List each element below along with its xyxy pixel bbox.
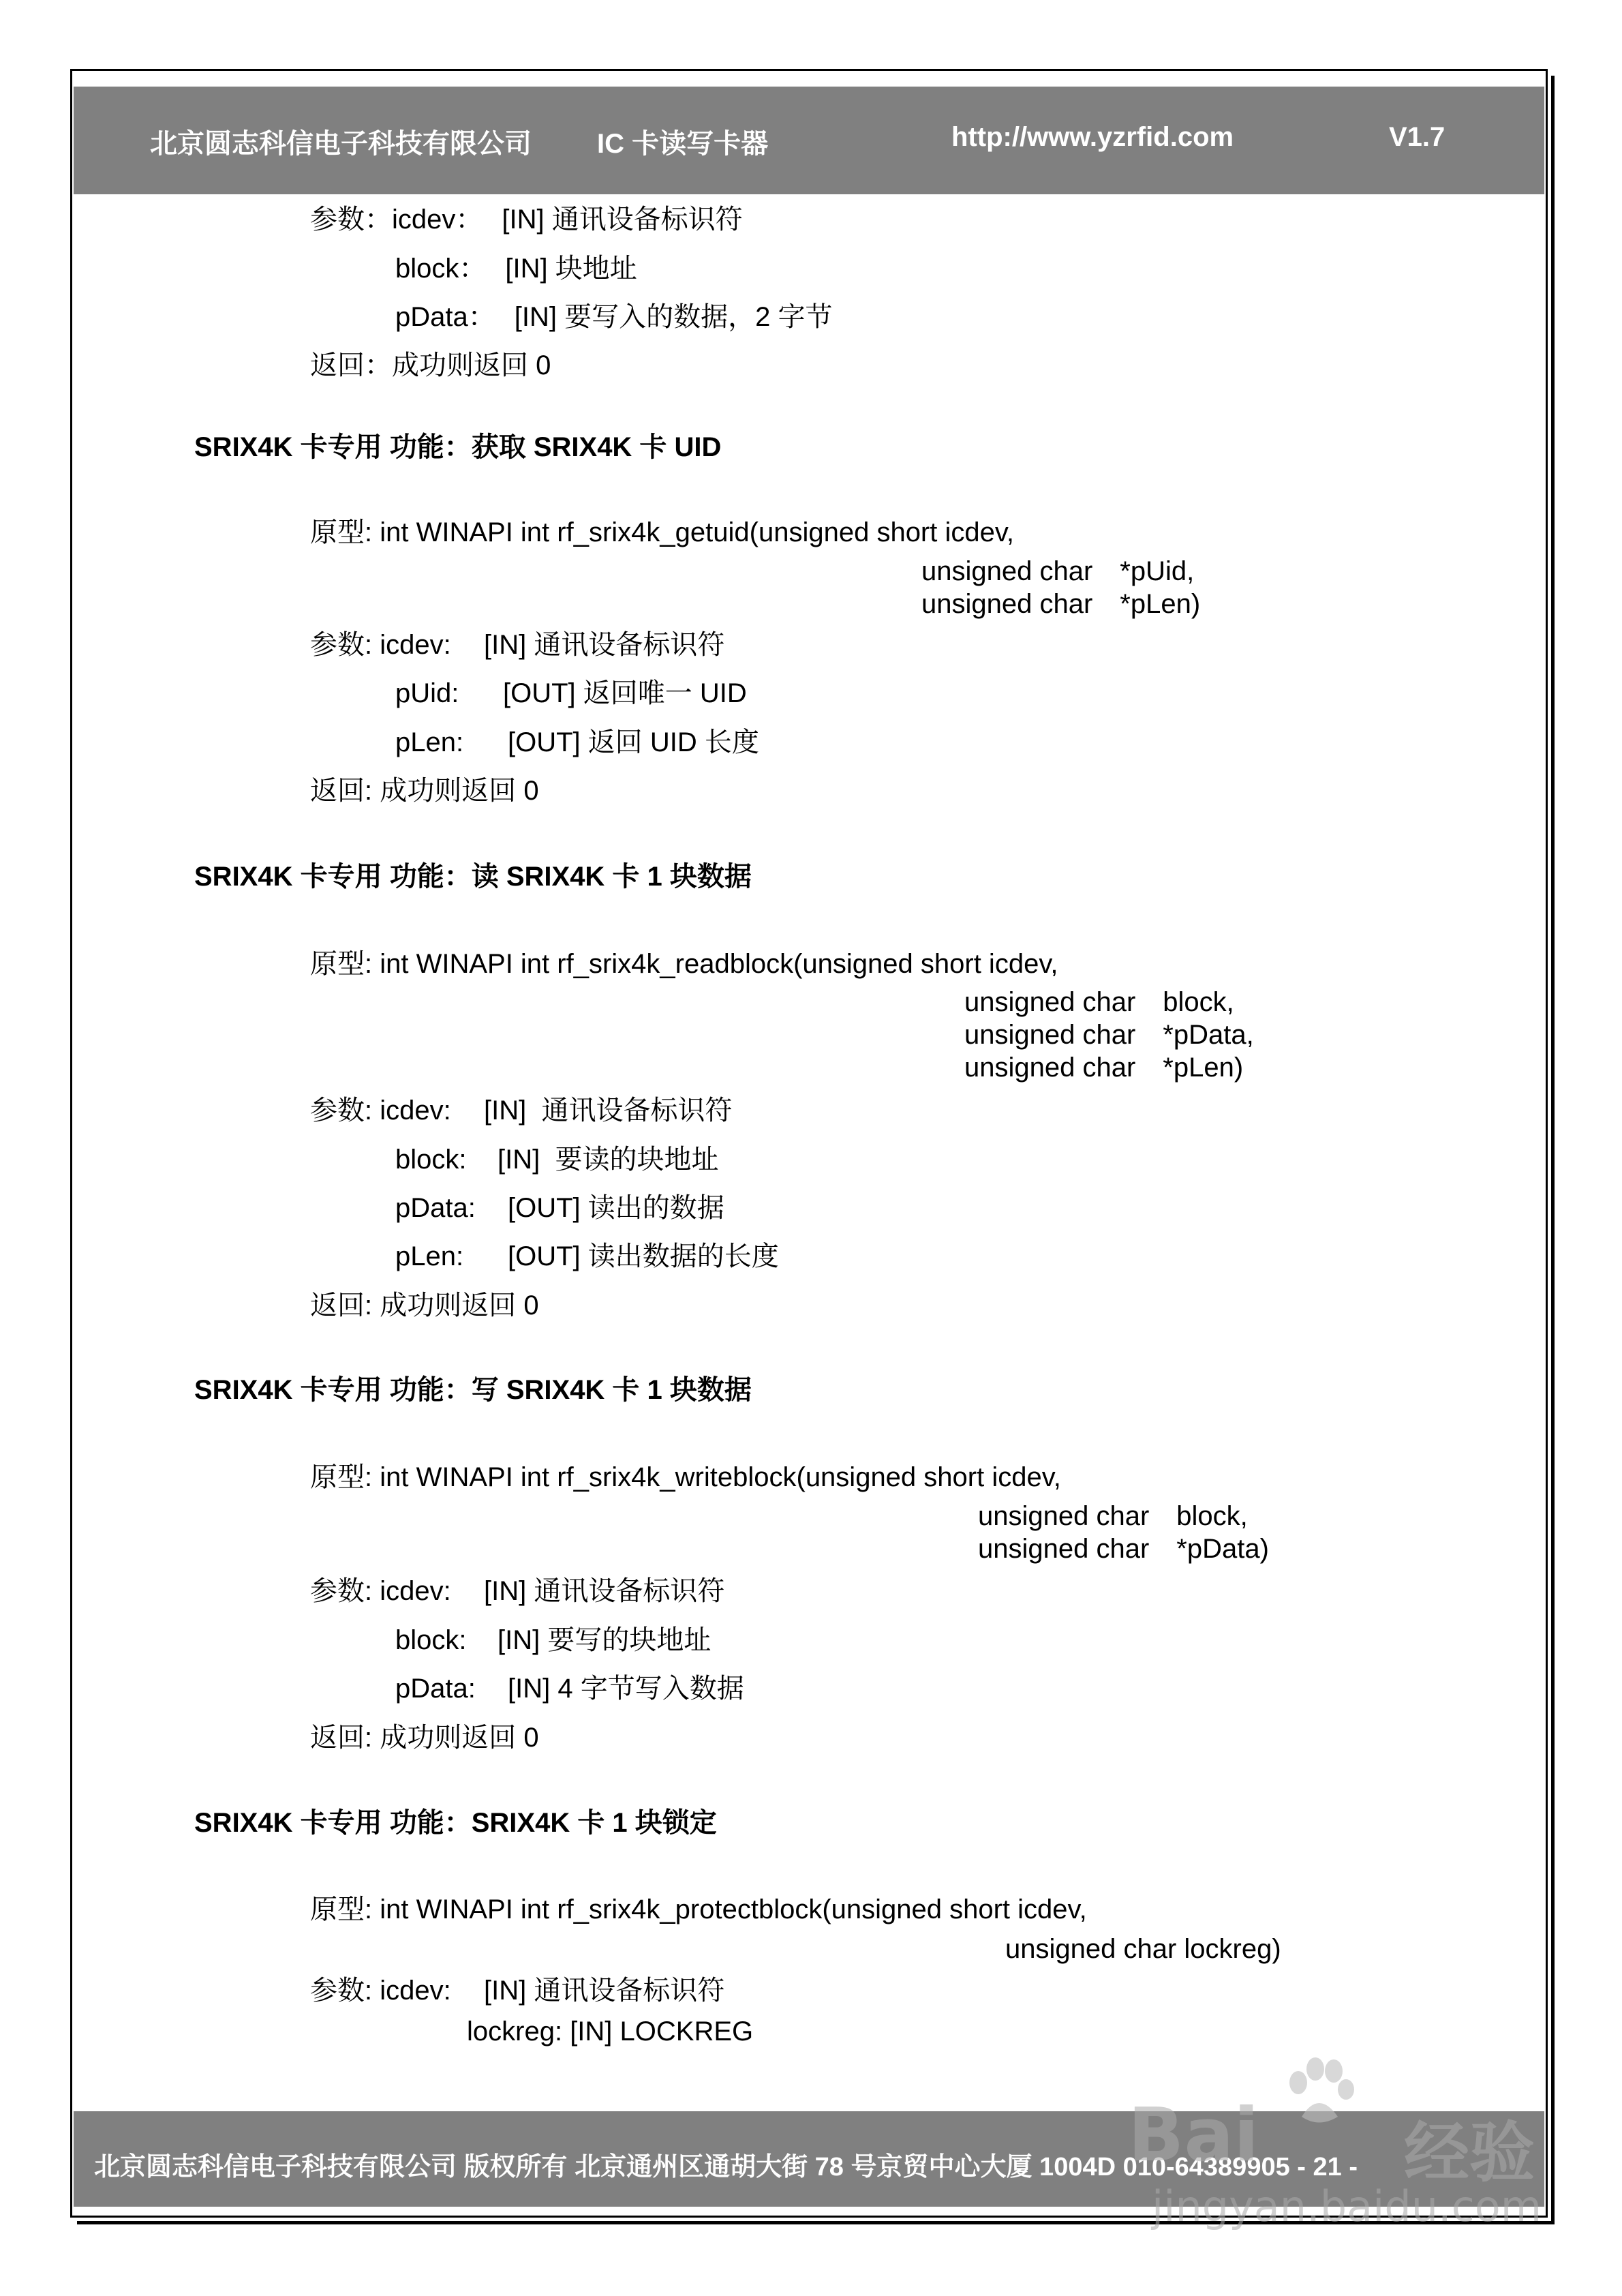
return-line: 返回: 成功则返回 0 [310, 1290, 539, 1320]
param-name: 参数: icdev: [310, 1576, 451, 1606]
param-desc: [IN] 通讯设备标识符 [484, 1576, 725, 1606]
section-heading: SRIX4K 卡专用 功能：SRIX4K 卡 1 块锁定 [194, 1808, 717, 1838]
prototype-line: 原型: int WINAPI int rf_srix4k_writeblock(unsigned short icdev, [310, 1462, 1061, 1492]
param-name: pData： [395, 302, 495, 332]
param-line [395, 1672, 744, 1705]
arg-type: unsigned char [978, 1501, 1150, 1531]
header-url: http://www.yzrfid.com [951, 122, 1234, 152]
param-line [395, 252, 637, 285]
return-line: 返回: 成功则返回 0 [310, 1723, 539, 1753]
param-desc: [OUT] 返回唯一 UID [503, 678, 747, 708]
return-line: 返回：成功则返回 0 [310, 350, 551, 380]
arg-name: *pLen) [1163, 1053, 1244, 1083]
params-label: 参数： [310, 205, 392, 235]
header-version: V1.7 [1389, 122, 1445, 152]
prototype-line: 原型: int WINAPI int rf_srix4k_protectblock(unsigned short icdev, [310, 1894, 1087, 1924]
footer-text: 北京圆志科信电子科技有限公司 版权所有 北京通州区通胡大街 78 号京贸中心大厦 1004D 010-64389905 - 21 - [94, 2153, 1358, 2181]
prototype-continuation [921, 555, 1194, 588]
param-desc: [IN] 通讯设备标识符 [484, 1096, 733, 1126]
param-name: 参数: icdev: [310, 630, 451, 660]
param-desc: [IN] 通讯设备标识符 [502, 205, 743, 235]
page-header [74, 87, 1544, 194]
arg-type: unsigned char [964, 1053, 1136, 1083]
param-name: block: [395, 1625, 467, 1655]
param-line [395, 677, 747, 710]
watermark-brand-suffix: 经验 [1404, 2115, 1535, 2191]
prototype-continuation [978, 1532, 1269, 1565]
param-name: icdev： [392, 205, 483, 235]
param-name: block: [395, 1145, 467, 1175]
prototype-continuation: unsigned char lockreg) [1005, 1934, 1281, 1964]
section-heading: SRIX4K 卡专用 功能：读 SRIX4K 卡 1 块数据 [194, 862, 752, 892]
arg-type: unsigned char [978, 1534, 1150, 1564]
arg-type: unsigned char [964, 987, 1136, 1017]
param-desc: [OUT] 读出的数据 [508, 1193, 724, 1223]
param-desc: [IN] 4 字节写入数据 [508, 1674, 744, 1704]
prototype-line: 原型: int WINAPI int rf_srix4k_getuid(unsigned short icdev, [310, 517, 1015, 547]
arg-type: unsigned char [921, 556, 1093, 586]
param-name: pUid: [395, 678, 459, 708]
param-line [395, 1624, 711, 1657]
param-line [310, 1094, 732, 1127]
arg-name: *pData, [1163, 1020, 1254, 1050]
param-desc: [IN] 块地址 [505, 254, 637, 284]
param-line [467, 2015, 753, 2048]
section-heading: SRIX4K 卡专用 功能：写 SRIX4K 卡 1 块数据 [194, 1375, 752, 1405]
param-name: pData: [395, 1193, 476, 1223]
header-product: IC 卡读写卡器 [597, 129, 769, 159]
paw-icon [1278, 2052, 1360, 2134]
prototype-continuation [964, 1018, 1254, 1051]
prototype-continuation [978, 1500, 1248, 1532]
param-name: pData: [395, 1674, 476, 1704]
param-name: pLen: [395, 1241, 464, 1271]
param-name: pLen: [395, 727, 464, 757]
param-desc: [IN] LOCKREG [570, 2016, 754, 2046]
param-line [395, 726, 759, 759]
baidu-watermark [1124, 2052, 1574, 2243]
arg-name: block, [1176, 1501, 1248, 1531]
param-desc: [IN] 要写入的数据，2 字节 [514, 302, 833, 332]
param-desc: [OUT] 返回 UID 长度 [508, 727, 759, 757]
param-line [395, 1240, 779, 1273]
prototype-continuation [921, 588, 1200, 620]
header-company: 北京圆志科信电子科技有限公司 [150, 129, 532, 159]
watermark-brand: Bai [1128, 2093, 1259, 2178]
arg-name: *pLen) [1120, 589, 1201, 619]
param-desc: [IN] 要读的块地址 [498, 1145, 719, 1175]
watermark-url: jingyan.baidu.com [1152, 2181, 1542, 2231]
param-desc: [IN] 通讯设备标识符 [484, 1976, 725, 2006]
return-line: 返回: 成功则返回 0 [310, 776, 539, 806]
param-desc: [OUT] 读出数据的长度 [508, 1241, 779, 1271]
param-desc: [IN] 要写的块地址 [498, 1625, 711, 1655]
param-line [395, 1192, 724, 1224]
param-line [310, 203, 743, 236]
param-line [310, 1575, 724, 1607]
param-name: lockreg: [467, 2016, 563, 2046]
arg-name: block, [1163, 987, 1234, 1017]
arg-name: *pData) [1176, 1534, 1269, 1564]
param-line [310, 1974, 724, 2007]
section-heading: SRIX4K 卡专用 功能：获取 SRIX4K 卡 UID [194, 432, 722, 462]
param-name: 参数: icdev: [310, 1096, 451, 1126]
prototype-continuation [964, 1051, 1243, 1084]
param-desc: [IN] 通讯设备标识符 [484, 630, 725, 660]
arg-type: unsigned char [964, 1020, 1136, 1050]
arg-name: *pUid, [1120, 556, 1195, 586]
arg-type: unsigned char [921, 589, 1093, 619]
prototype-continuation [964, 986, 1234, 1018]
param-name: 参数: icdev: [310, 1976, 451, 2006]
param-name: block： [395, 254, 487, 284]
prototype-line: 原型: int WINAPI int rf_srix4k_readblock(unsigned short icdev, [310, 949, 1058, 979]
param-line [395, 301, 832, 333]
param-line [395, 1143, 718, 1176]
param-line [310, 629, 724, 661]
